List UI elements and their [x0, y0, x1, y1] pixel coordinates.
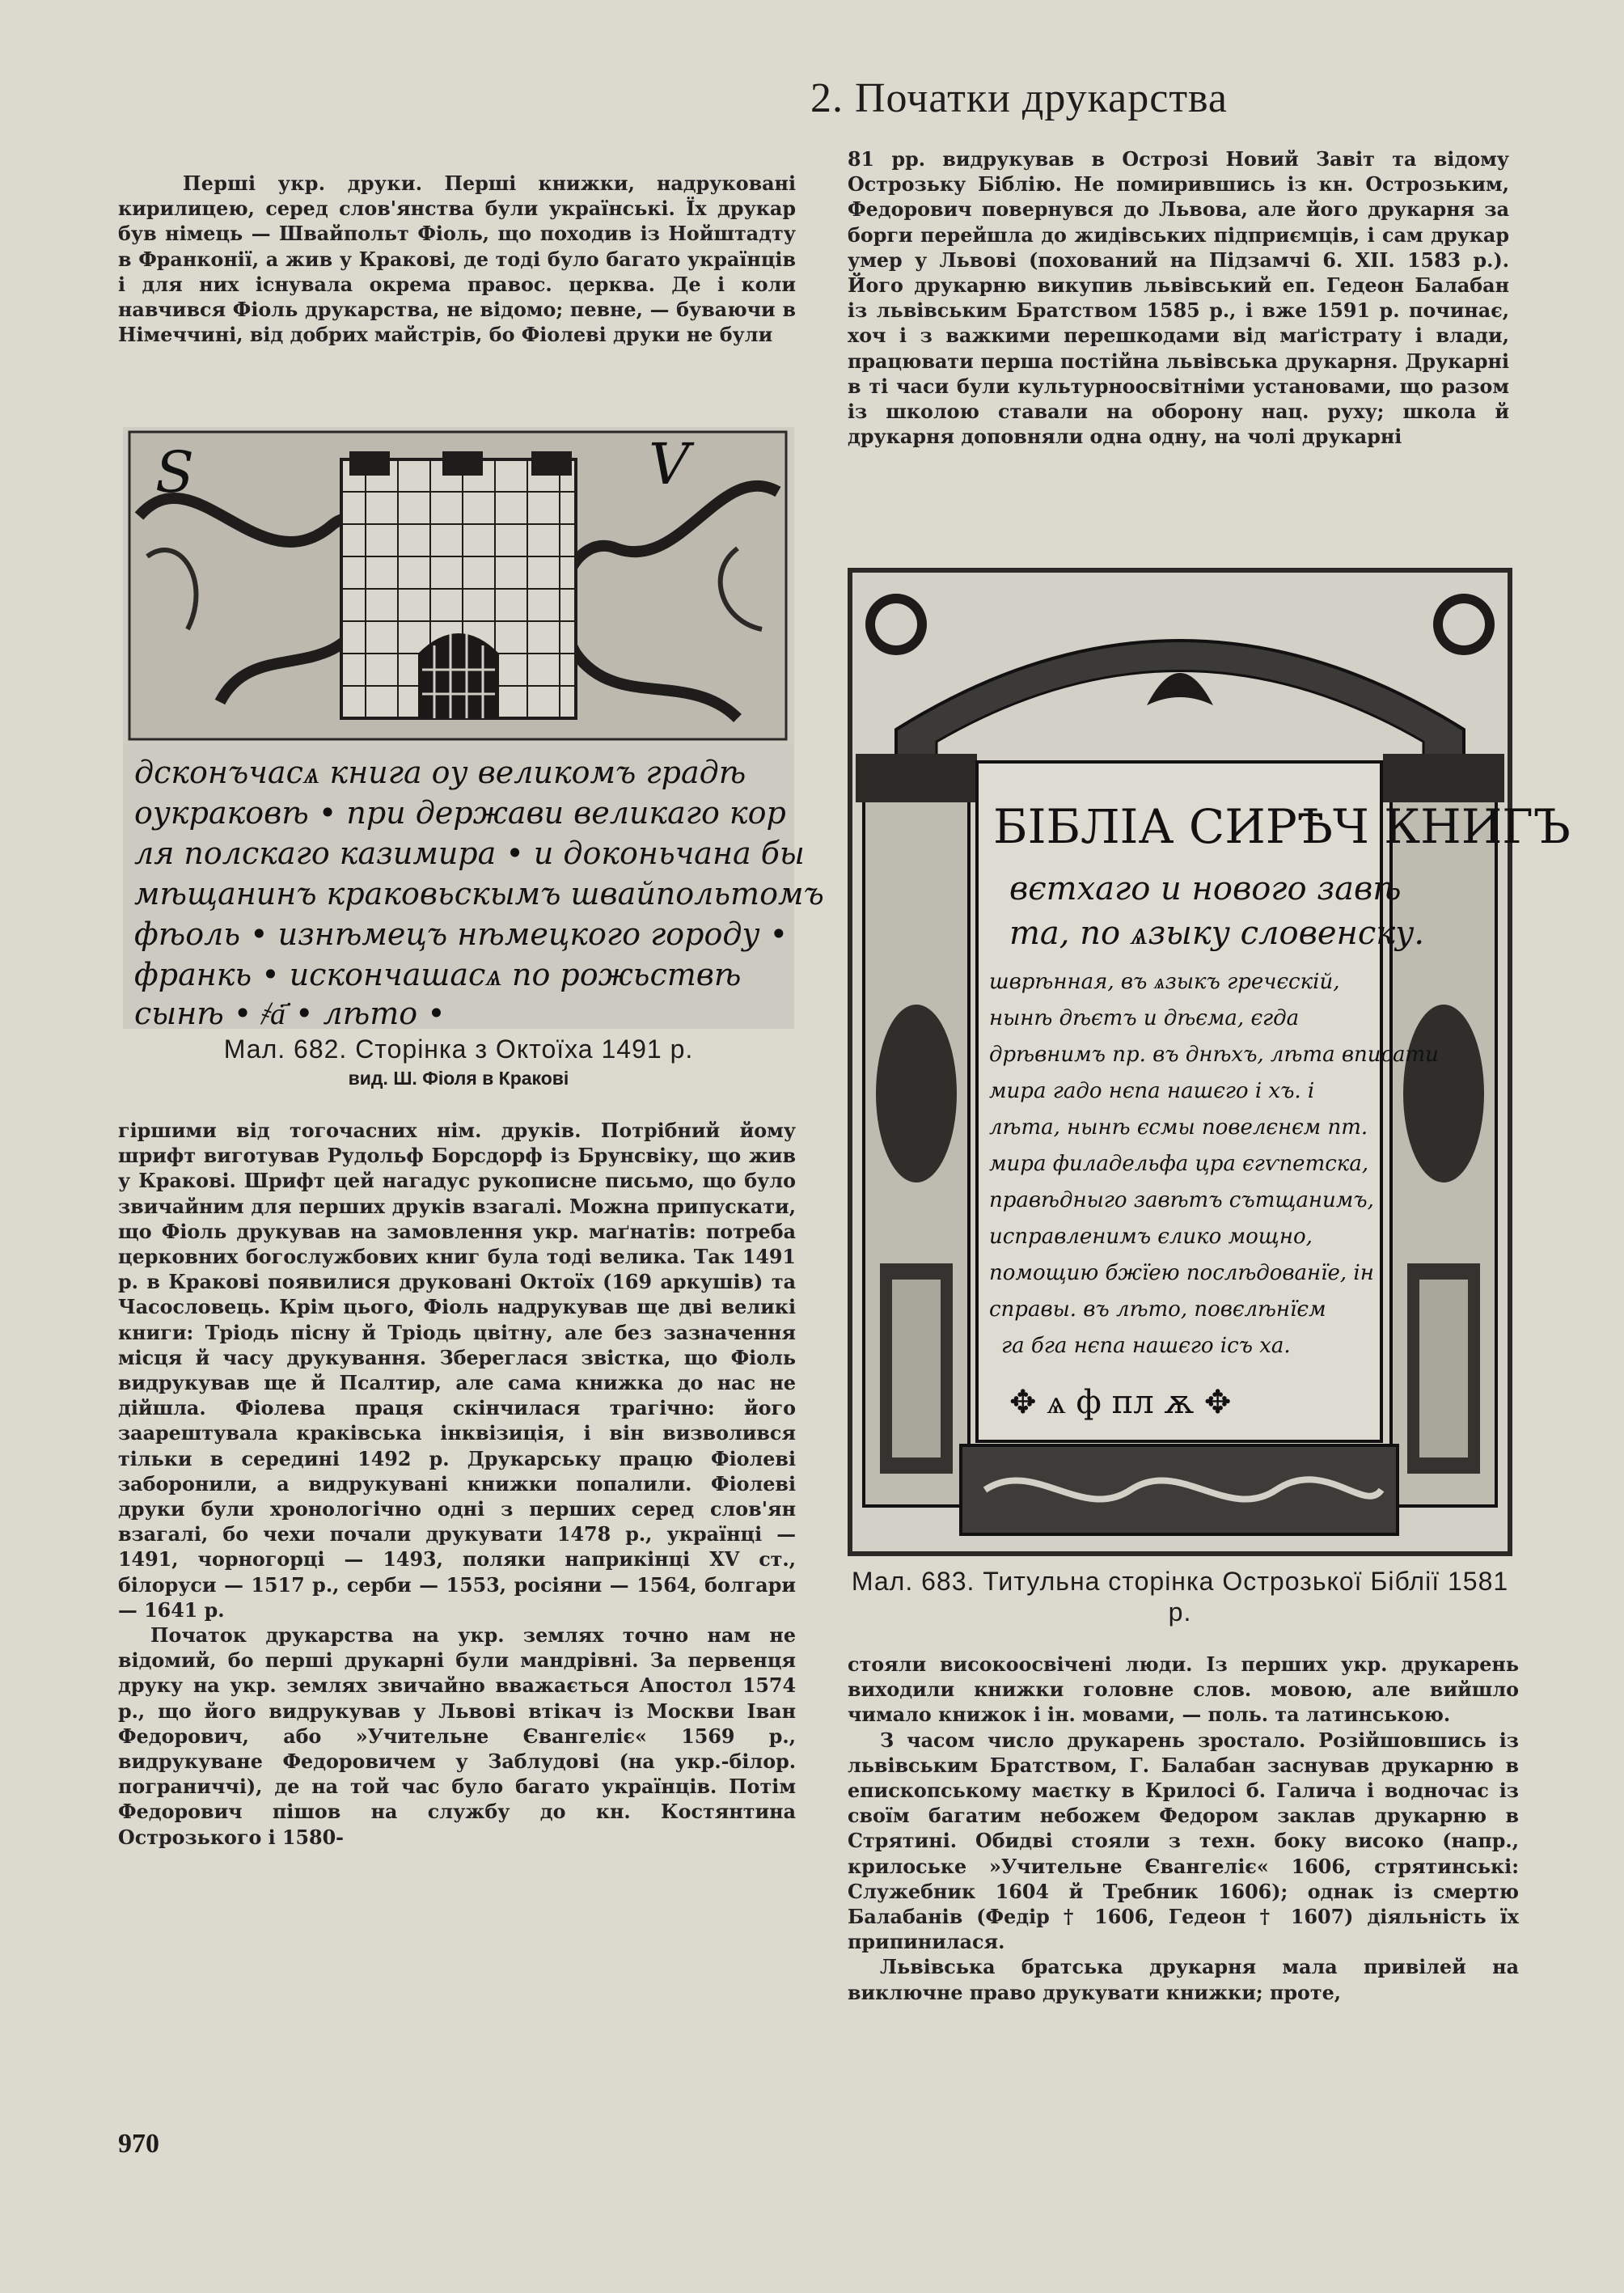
svg-text:оукраковѣ • при держави велика: оукраковѣ • при держави великаго кор: [134, 795, 786, 831]
ostroh-bible-woodcut-image: [848, 568, 1571, 1556]
svg-text:сынѣ • ҂а҃ • лѣто •: сынѣ • ҂а҃ • лѣто •: [134, 996, 446, 1031]
left-column-bottom: [118, 1119, 796, 1851]
svg-text:га бга нєпа нашєго ісъ ха.: га бга нєпа нашєго ісъ ха.: [1001, 1334, 1291, 1358]
svg-text:✥ ѧ ф пл ѫ ✥: ✥ ѧ ф пл ѫ ✥: [1009, 1384, 1232, 1421]
page-title: 2. Початки друкарства: [810, 75, 1228, 121]
figure-682-caption: [123, 1034, 794, 1089]
left-column-top: [118, 171, 796, 348]
figure-683-caption: [841, 1566, 1519, 1627]
figure-683-ostroh-bible-title-page: [848, 568, 1571, 1556]
svg-text:вєтхаго и нового завѣ: вєтхаго и нового завѣ: [1009, 870, 1402, 907]
page-number: 970: [118, 2129, 159, 2159]
svg-text:та, по ѧзыку словенску.: та, по ѧзыку словенску.: [1009, 915, 1425, 952]
svg-text:мѣщанинъ краковьскымъ швайполь: мѣщанинъ краковьскымъ швайпольтомъ: [134, 876, 824, 912]
svg-text:фѣоль • изнѣмецъ нѣмецкого гор: фѣоль • изнѣмецъ нѣмецкого городу •: [134, 916, 788, 952]
svg-text:нынѣ дѣєтъ и дѣєма, єгда: нынѣ дѣєтъ и дѣєма, єгда: [989, 1006, 1300, 1030]
svg-text:ля полскаго казимира • и докон: ля полскаго казимира • и доконьчана бы: [134, 836, 805, 871]
right-column-top: [848, 147, 1509, 450]
paragraph: стояли високоосвічені люди. Із перших укр. друкарень виходили книжки головне слов. мовою, але вийшло чимало книжок і ін. мовами, — поль. та латинською.: [848, 1653, 1519, 1727]
figure-682-octoechos-page: [123, 427, 824, 1031]
paragraph: гіршими від тогочасних нім. друків. Потрібний йому шрифт виготував Рудольф Борсдорф із Брунсвіку, що жив у Кракові. Шрифт цей нагадус рукописне письмо, що було звичайним для перших друків взагалі. Можна припускати, що Фіоль друкував на замовлення укр. маґнатів: потреба церковних богослужбових книг була тоді велика. Так 1491 р. в Кракові появилися друковані Октоїх (169 аркушів) та Часословець. Крім цього, Фіоль надрукував ще дві великі книги: Тріодь пісну й Тріодь цвітну, але без зазначення місця й часу друкування. Збереглася звістка, що Фіоль видрукував ще й Псалтир, але сама книжка до нас не дійшла. Фіолева праця скінчилася трагічно: його заарештувала краківська інквізиція, і він визволився тільки в середині 1492 р. Друкарську працю Фіолеві заборонили, а видрукувані книжки попалили. Фіолеві друки були хронологічно одні з перших серед слов'ян взагалі, бо чехи почали друкувати 1478 р., українці — 1491, чорногорці — 1493, поляки наприкінці XV ст., білоруси — 1517 р., серби — 1553, росіяни — 1564, болгари — 1641 р.: [118, 1119, 796, 1622]
caption-main: Мал. 683. Титульна сторінка Острозької Біблії 1581 р.: [851, 1567, 1509, 1627]
paragraph-text: Перші книжки, надруковані кирилицею, серед слов'янства були українські. Їх друкар був німець — Швайпольт Фіоль, що походив із Нойштадту в Франконії, а жив у Кракові, де тоді було багато українців і для них існувала окрема правос. церква. Де і коли навчився Фіоль друкарства, не відомо; певне, — буваючи в Німеччині, від добрих майстрів, бо Фіолеві друки не були: [118, 172, 796, 347]
svg-text:дрѣвнимъ пр. въ днѣхъ, лѣта вп: дрѣвнимъ пр. въ днѣхъ, лѣта вписати: [989, 1043, 1439, 1067]
svg-text:V: V: [649, 431, 690, 497]
paragraph: [118, 171, 796, 348]
svg-text:мира филадельфа цра єгѵпетска,: мира филадельфа цра єгѵпетска,: [989, 1152, 1369, 1176]
svg-text:правѣдныго завѣтъ сътщанимъ,: правѣдныго завѣтъ сътщанимъ,: [989, 1188, 1374, 1212]
svg-text:лѣта, нынѣ єсмы повелєнєм пт.: лѣта, нынѣ єсмы повелєнєм пт.: [989, 1115, 1368, 1140]
right-column-bottom: [848, 1652, 1519, 2006]
svg-text:справы. въ лѣто, повєлѣнїєм: справы. въ лѣто, повєлѣнїєм: [989, 1297, 1326, 1322]
svg-text:БІБЛІА СИРѢЧ КНИГЪ: БІБЛІА СИРѢЧ КНИГЪ: [993, 799, 1571, 854]
svg-text:S: S: [155, 439, 194, 506]
svg-text:помощию бжїею послѣдованїе, ін: помощию бжїею послѣдованїе, ін: [989, 1261, 1374, 1285]
paragraph: З часом число друкарень зростало. Розійшовшись із львівським Братством, Г. Балабан заснував друкарню в епископському маєтку в Крилосі б. Галича і водночас із своїм багатим небожем Федором заклав друкарню в Стрятині. Обидві стояли з техн. боку високо (напр., крилоське »Учительне Євангеліє« 1606, стрятинські: Служебник 1604 й Требник 1606); однак із смертю Балабанів (Федір † 1606, Гедеон † 1607) діяльність їх припинилася.: [848, 1728, 1519, 1954]
paragraph: Початок друкарства на укр. землях точно нам не відомий, бо перші друкарні були мандрівні. За первенця друку на укр. землях звичайно вважається Апостол 1574 р., що його видрукував у Львові втікач із Москви Іван Федорович, або »Учительне Євангеліє« 1569 р., видрукуване Федоровичем у Заблудові (на укр.-білор. пограниччі), де на той час було багато українців. Потім Федорович пішов на службу до кн. Костянтина Острозького і 1580-: [118, 1624, 796, 1849]
svg-text:дсконъчасѧ книга оу великомъ г: дсконъчасѧ книга оу великомъ градѣ: [134, 755, 746, 790]
slavonic-text: [134, 755, 824, 1031]
section-lead: Перші укр. друки.: [183, 172, 423, 195]
svg-text:шврѣнная, въ ѧзыкъ гречєскій,: шврѣнная, въ ѧзыкъ гречєскій,: [989, 970, 1340, 994]
svg-text:исправленимъ єлико мощно,: исправленимъ єлико мощно,: [989, 1225, 1313, 1249]
svg-text:мира гадо нєпа нашєго і хъ. і: мира гадо нєпа нашєго і хъ. і: [989, 1079, 1315, 1103]
caption-main: Мал. 682. Сторінка з Октоїха 1491 р.: [223, 1034, 694, 1064]
paragraph: 81 рр. видрукував в Острозі Новий Завіт та відому Острозьку Біблію. Не помирившись із кн. Острозьким, Федорович повернувся до Львова, але його друкарня за борги перейшла до жидівських підприємців, і сам друкар умер у Львові (похований на Підзамчі 6. XII. 1583 р.). Його друкарню викупив львівський еп. Гедеон Балабан із львівським Братством 1585 р., і вже 1591 р. починає, хоч і з важкими перешкодами від маґістрату і влади, працювати перша постійна львівська друкарня. Друкарні в ті часи були культурноосвітніми установами, що разом із школою ставали на оборону нац. руху; школа й друкарня доповняли одна одну, на чолі друкарні: [848, 148, 1509, 449]
paragraph: Львівська братська друкарня мала привілей на виключне право друкувати книжки; проте,: [848, 1956, 1519, 2004]
caption-sub: вид. Ш. Фіоля в Кракові: [348, 1068, 569, 1089]
octoechos-woodcut-image: [123, 427, 824, 1031]
svg-text:франкь • искончашасѧ по рожьст: франкь • искончашасѧ по рожьствѣ: [134, 957, 742, 992]
